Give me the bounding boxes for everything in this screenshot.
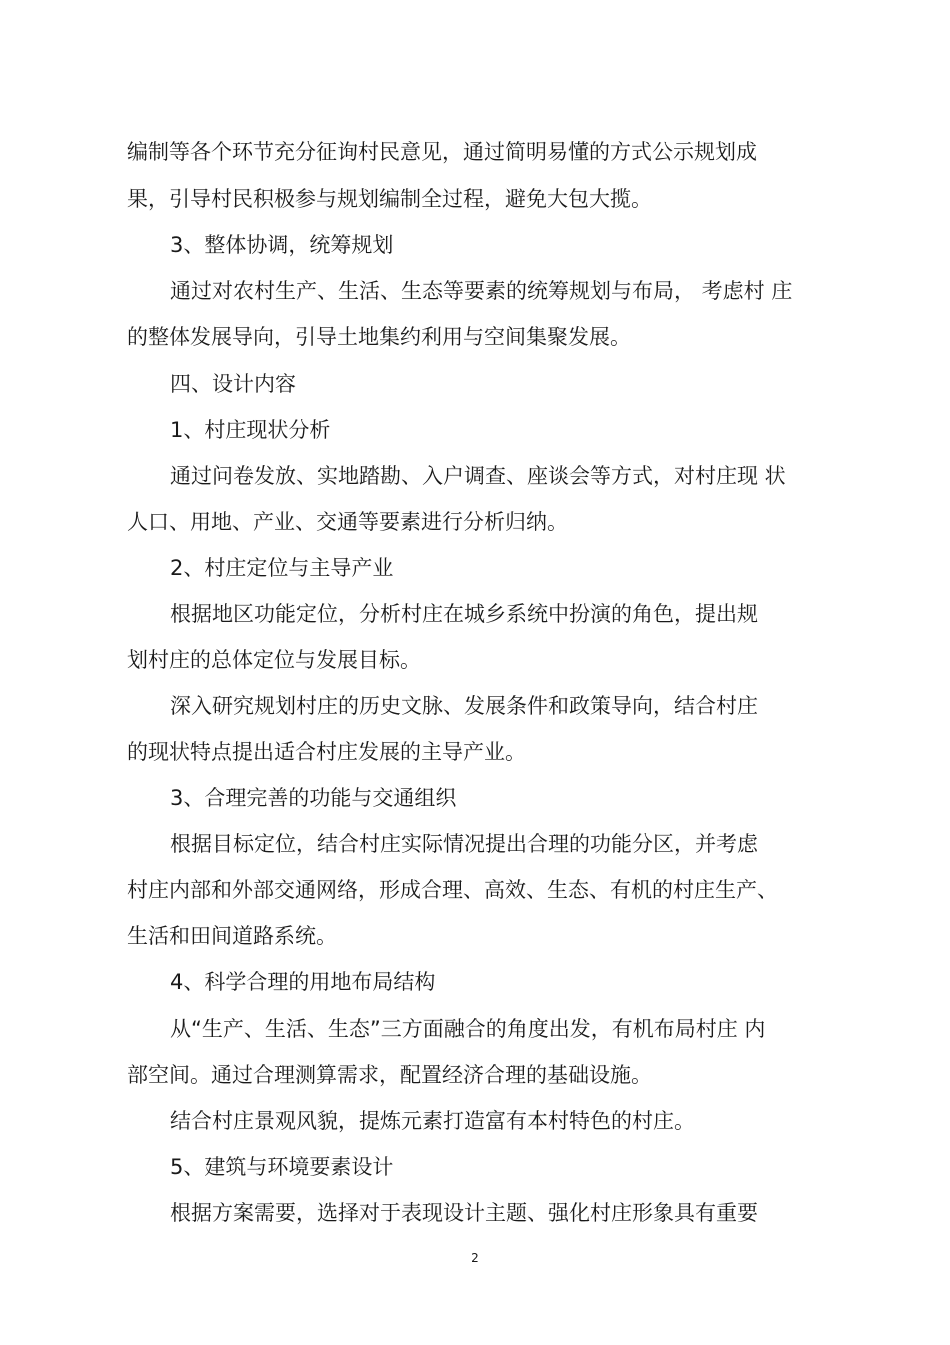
section-heading: 2、村庄定位与主导产业 bbox=[170, 556, 394, 580]
text-line: 根据目标定位，结合村庄实际情况提出合理的功能分区，并考虑 bbox=[170, 832, 758, 856]
text-line: 根据方案需要，选择对于表现设计主题、强化村庄形象具有重要 bbox=[170, 1201, 758, 1225]
text-line: 生活和田间道路系统。 bbox=[127, 924, 337, 948]
text-line: 的整体发展导向，引导土地集约利用与空间集聚发展。 bbox=[127, 325, 631, 349]
section-heading: 3、合理完善的功能与交通组织 bbox=[170, 786, 457, 810]
text-line: 编制等各个环节充分征询村民意见，通过简明易懂的方式公示规划成 bbox=[127, 140, 757, 164]
text-line: 通过对农村生产、生活、生态等要素的统筹规划与布局， 考虑村 庄 bbox=[170, 279, 793, 303]
text-line: 的现状特点提出适合村庄发展的主导产业。 bbox=[127, 740, 526, 764]
text-line: 果，引导村民积极参与规划编制全过程，避免大包大揽。 bbox=[127, 187, 652, 211]
text-line: 深入研究规划村庄的历史文脉、发展条件和政策导向，结合村庄 bbox=[170, 694, 758, 718]
page-number: 2 bbox=[471, 1251, 479, 1265]
text-line: 部空间。通过合理测算需求，配置经济合理的基础设施。 bbox=[127, 1063, 652, 1087]
text-line: 划村庄的总体定位与发展目标。 bbox=[127, 648, 421, 672]
section-heading: 5、建筑与环境要素设计 bbox=[170, 1155, 394, 1179]
section-heading: 四、设计内容 bbox=[170, 372, 296, 396]
text-line: 从“生产、生活、生态”三方面融合的角度出发，有机布局村庄 内 bbox=[170, 1017, 766, 1041]
text-line: 结合村庄景观风貌，提炼元素打造富有本村特色的村庄。 bbox=[170, 1109, 695, 1133]
text-line: 根据地区功能定位，分析村庄在城乡系统中扮演的角色，提出规 bbox=[170, 602, 758, 626]
section-heading: 1、村庄现状分析 bbox=[170, 418, 331, 442]
text-line: 通过问卷发放、实地踏勘、入户调查、座谈会等方式，对村庄现 状 bbox=[170, 464, 786, 488]
text-line: 人口、用地、产业、交通等要素进行分析归纳。 bbox=[127, 510, 568, 534]
text-line: 村庄内部和外部交通网络，形成合理、高效、生态、有机的村庄生产、 bbox=[127, 878, 778, 902]
section-heading: 4、科学合理的用地布局结构 bbox=[170, 970, 436, 994]
section-heading: 3、整体协调，统筹规划 bbox=[170, 233, 394, 257]
